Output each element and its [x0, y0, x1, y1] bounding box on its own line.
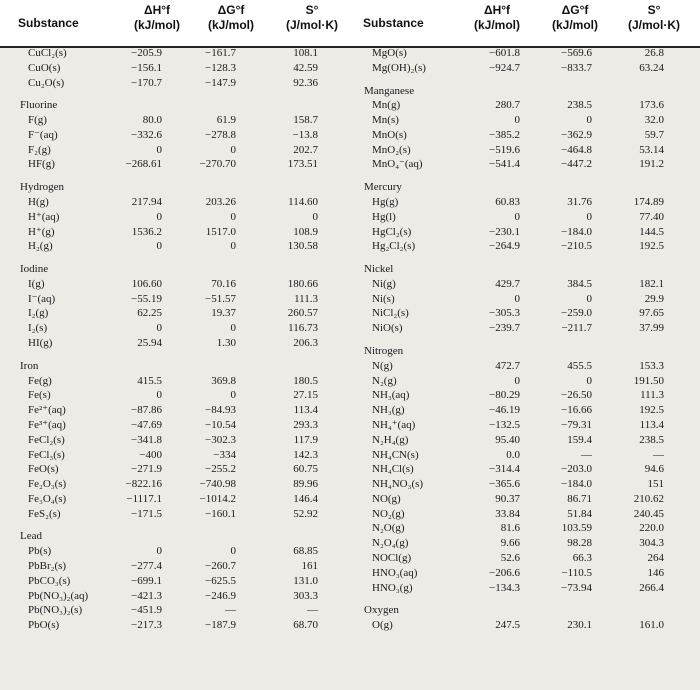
enthalpy-value: 60.83: [495, 196, 520, 209]
gibbs-value: 86.71: [567, 492, 592, 505]
group-heading: Mercury: [364, 181, 402, 194]
substance-name: O(g): [372, 619, 393, 632]
entropy-value: 63.24: [639, 61, 664, 74]
entropy-value: 146.4: [293, 492, 318, 505]
entropy-value: 97.65: [639, 307, 664, 320]
substance-name: PbCO₃(s): [28, 574, 71, 587]
substance-name: NiO(s): [372, 322, 403, 335]
gibbs-value: 103.59: [561, 522, 592, 535]
gibbs-value: 0: [230, 210, 236, 223]
substance-name: Hg₂Cl₂(s): [372, 240, 416, 253]
enthalpy-value: 0: [514, 292, 520, 305]
substance-name: Hg(l): [372, 210, 396, 223]
enthalpy-value: −46.19: [489, 404, 520, 417]
gibbs-value: −79.31: [561, 418, 592, 431]
substance-name: Pb(NO₃)₂(aq): [28, 589, 89, 602]
enthalpy-value: 62.25: [137, 307, 162, 320]
gibbs-value: −833.7: [561, 61, 592, 74]
substance-name: MnO₂(s): [372, 143, 411, 156]
enthalpy-value: 95.40: [495, 433, 520, 446]
substance-name: N(g): [372, 359, 393, 372]
substance-name: Fe(g): [28, 374, 52, 387]
substance-name: F(g): [28, 114, 47, 127]
gibbs-value: −362.9: [561, 128, 592, 141]
gibbs-value: 369.8: [211, 374, 236, 387]
entropy-value: −13.8: [292, 128, 318, 141]
enthalpy-value: 52.6: [500, 551, 520, 564]
enthalpy-value: −365.6: [489, 478, 520, 491]
gibbs-value: 230.1: [567, 619, 592, 632]
gibbs-value: −161.7: [205, 47, 236, 59]
entropy-value: 114.60: [288, 196, 318, 209]
entropy-value: 202.7: [293, 143, 318, 156]
entropy-value: 266.4: [639, 581, 664, 594]
substance-name: NiCl₂(s): [372, 307, 409, 320]
group-heading: Hydrogen: [20, 181, 64, 194]
substance-name: NH₄Cl(s): [372, 463, 414, 476]
entropy-value: 113.4: [639, 418, 664, 431]
substance-name: Mg(OH)₂(s): [372, 61, 426, 74]
enthalpy-value: 0: [156, 240, 162, 253]
enthalpy-value: 25.94: [137, 337, 162, 350]
substance-name: I₂(s): [28, 322, 48, 335]
substance-name: Fe²⁺(aq): [28, 404, 66, 417]
substance-name: HI(g): [28, 337, 53, 350]
entropy-value: 146: [647, 566, 664, 579]
gibbs-value: −447.2: [561, 158, 592, 171]
substance-name: NH₄⁺(aq): [372, 418, 416, 431]
entropy-value: 153.3: [639, 359, 664, 372]
enthalpy-value: −305.3: [489, 307, 520, 320]
enthalpy-value: −1117.1: [126, 492, 162, 505]
gibbs-value: 159.4: [567, 433, 592, 446]
header-substance-right: Substance: [363, 16, 424, 30]
gibbs-value: −334: [213, 448, 236, 461]
entropy-value: 142.3: [293, 448, 318, 461]
entropy-value: 53.14: [639, 143, 664, 156]
substance-name: N₂O(g): [372, 522, 405, 535]
substance-name: NH₃(g): [372, 404, 405, 417]
substance-name: I(g): [28, 277, 45, 290]
substance-name: NH₄CN(s): [372, 448, 419, 461]
entropy-value: 144.5: [639, 225, 664, 238]
entropy-value: 161.0: [639, 619, 664, 632]
enthalpy-value: −332.6: [131, 128, 162, 141]
header-gibbs-right: ΔG°f (kJ/mol): [551, 3, 598, 32]
gibbs-value: 51.84: [567, 507, 592, 520]
header-entropy-left: S° (J/mol·K): [286, 3, 338, 32]
gibbs-value: −246.9: [205, 589, 236, 602]
enthalpy-value: 9.66: [500, 537, 520, 550]
entropy-value: 180.66: [287, 277, 318, 290]
entropy-value: 108.9: [293, 225, 318, 238]
gibbs-value: −16.66: [561, 404, 592, 417]
enthalpy-value: 0: [156, 143, 162, 156]
substance-name: Cu₂O(s): [28, 76, 65, 89]
enthalpy-value: 217.94: [131, 196, 162, 209]
group-heading: Oxygen: [364, 604, 399, 617]
substance-name: Mn(g): [372, 99, 401, 112]
entropy-value: 240.45: [633, 507, 664, 520]
entropy-value: 92.36: [293, 76, 318, 89]
entropy-value: 180.5: [293, 374, 318, 387]
entropy-value: 94.6: [644, 463, 664, 476]
entropy-value: 59.7: [644, 128, 664, 141]
substance-name: N₂(g): [372, 374, 397, 387]
gibbs-value: 384.5: [567, 277, 592, 290]
enthalpy-value: 415.5: [137, 374, 162, 387]
enthalpy-value: −264.9: [489, 240, 520, 253]
enthalpy-value: −268.61: [125, 158, 162, 171]
enthalpy-value: 33.84: [495, 507, 520, 520]
substance-name: F₂(g): [28, 143, 51, 156]
substance-name: FeCl₃(s): [28, 448, 65, 461]
substance-name: Ni(s): [372, 292, 395, 305]
enthalpy-value: −171.5: [131, 507, 162, 520]
substance-name: PbBr₂(s): [28, 559, 67, 572]
header-enthalpy-right: ΔH°f (kJ/mol): [473, 3, 520, 32]
gibbs-value: −26.50: [561, 389, 592, 402]
gibbs-value: −51.57: [205, 292, 236, 305]
substance-name: MnO₄⁻(aq): [372, 158, 423, 171]
gibbs-value: 1517.0: [205, 225, 236, 238]
gibbs-value: −270.70: [199, 158, 236, 171]
gibbs-value: 0: [230, 322, 236, 335]
enthalpy-value: −134.3: [489, 581, 520, 594]
enthalpy-value: 0: [514, 210, 520, 223]
gibbs-value: 70.16: [211, 277, 236, 290]
enthalpy-value: −601.8: [489, 47, 520, 59]
enthalpy-value: −132.5: [489, 418, 520, 431]
enthalpy-value: −55.19: [131, 292, 162, 305]
header-substance-left: Substance: [18, 16, 79, 30]
entropy-value: 293.3: [293, 418, 318, 431]
enthalpy-value: 0: [156, 545, 162, 558]
substance-name: NO₂(g): [372, 507, 405, 520]
entropy-value: 210.62: [633, 492, 664, 505]
substance-name: I⁻(aq): [28, 292, 56, 305]
entropy-value: 130.58: [287, 240, 318, 253]
enthalpy-value: −271.9: [131, 463, 162, 476]
gibbs-value: −211.7: [561, 322, 592, 335]
entropy-value: 173.51: [287, 158, 318, 171]
entropy-value: 304.3: [639, 537, 664, 550]
entropy-value: 52.92: [293, 507, 318, 520]
substance-name: I₂(g): [28, 307, 49, 320]
enthalpy-value: −217.3: [131, 619, 162, 632]
gibbs-value: −160.1: [205, 507, 236, 520]
enthalpy-value: −341.8: [131, 433, 162, 446]
enthalpy-value: −519.6: [489, 143, 520, 156]
gibbs-value: 0: [230, 240, 236, 253]
entropy-value: 60.75: [293, 463, 318, 476]
entropy-value: 111.3: [294, 292, 318, 305]
gibbs-value: −147.9: [205, 76, 236, 89]
gibbs-value: 0: [230, 143, 236, 156]
gibbs-value: 0: [586, 210, 592, 223]
substance-name: MgO(s): [372, 47, 407, 59]
enthalpy-value: 472.7: [495, 359, 520, 372]
entropy-value: 161: [301, 559, 318, 572]
enthalpy-value: 429.7: [495, 277, 520, 290]
substance-name: FeS₂(s): [28, 507, 61, 520]
group-heading: Lead: [20, 530, 42, 543]
gibbs-value: —: [581, 448, 592, 461]
entropy-value: 191.2: [639, 158, 664, 171]
substance-name: H⁺(aq): [28, 210, 60, 223]
gibbs-value: 0: [586, 374, 592, 387]
header-enthalpy-left: ΔH°f (kJ/mol): [133, 3, 180, 32]
gibbs-value: −259.0: [561, 307, 592, 320]
gibbs-value: 19.37: [211, 307, 236, 320]
substance-name: Mn(s): [372, 114, 399, 127]
gibbs-value: −260.7: [205, 559, 236, 572]
substance-name: MnO(s): [372, 128, 407, 141]
enthalpy-value: 0: [156, 322, 162, 335]
gibbs-value: −73.94: [561, 581, 592, 594]
substance-name: HNO₃(g): [372, 581, 413, 594]
table-header: [0, 0, 700, 48]
substance-name: NOCl(g): [372, 551, 412, 564]
entropy-value: 131.0: [293, 574, 318, 587]
gibbs-value: −625.5: [205, 574, 236, 587]
enthalpy-value: −924.7: [489, 61, 520, 74]
substance-name: Fe₃O₄(s): [28, 492, 67, 505]
entropy-value: 89.96: [293, 478, 318, 491]
entropy-value: 37.99: [639, 322, 664, 335]
entropy-value: 260.57: [287, 307, 318, 320]
substance-name: CuO(s): [28, 61, 61, 74]
enthalpy-value: −47.69: [131, 418, 162, 431]
enthalpy-value: 106.60: [131, 277, 162, 290]
group-heading: Nitrogen: [364, 345, 404, 358]
group-heading: Iodine: [20, 263, 49, 276]
entropy-value: 238.5: [639, 433, 664, 446]
enthalpy-value: −451.9: [131, 604, 162, 617]
substance-name: Hg(g): [372, 196, 399, 209]
gibbs-value: 455.5: [567, 359, 592, 372]
gibbs-value: −187.9: [205, 619, 236, 632]
entropy-value: 192.5: [639, 240, 664, 253]
enthalpy-value: −822.16: [125, 478, 162, 491]
entropy-value: 174.89: [633, 196, 664, 209]
enthalpy-value: 247.5: [495, 619, 520, 632]
substance-name: NH₄NO₃(s): [372, 478, 424, 491]
entropy-value: 42.59: [293, 61, 318, 74]
substance-name: CuCl₂(s): [28, 47, 67, 59]
enthalpy-value: 0.0: [506, 448, 520, 461]
gibbs-value: −569.6: [561, 47, 592, 59]
entropy-value: 151: [647, 478, 664, 491]
entropy-value: 220.0: [639, 522, 664, 535]
gibbs-value: −184.0: [561, 478, 592, 491]
gibbs-value: −278.8: [205, 128, 236, 141]
entropy-value: 116.73: [288, 322, 318, 335]
gibbs-value: −110.5: [561, 566, 592, 579]
enthalpy-value: −699.1: [131, 574, 162, 587]
gibbs-value: 98.28: [567, 537, 592, 550]
enthalpy-value: −205.9: [131, 47, 162, 59]
enthalpy-value: −277.4: [131, 559, 162, 572]
entropy-value: 26.8: [644, 47, 664, 59]
enthalpy-value: −541.4: [489, 158, 520, 171]
gibbs-value: −210.5: [561, 240, 592, 253]
entropy-value: 264: [647, 551, 664, 564]
substance-name: Fe₂O₃(s): [28, 478, 67, 491]
entropy-value: 113.4: [293, 404, 318, 417]
gibbs-value: 66.3: [572, 551, 592, 564]
enthalpy-value: −156.1: [131, 61, 162, 74]
gibbs-value: 1.30: [216, 337, 236, 350]
gibbs-value: 0: [586, 292, 592, 305]
entropy-value: 191.50: [633, 374, 664, 387]
substance-name: H(g): [28, 196, 49, 209]
gibbs-value: −84.93: [205, 404, 236, 417]
entropy-value: —: [653, 448, 664, 461]
enthalpy-value: −206.6: [489, 566, 520, 579]
entropy-value: 182.1: [639, 277, 664, 290]
entropy-value: 27.15: [293, 389, 318, 402]
entropy-value: 192.5: [639, 404, 664, 417]
enthalpy-value: −239.7: [489, 322, 520, 335]
substance-name: FeO(s): [28, 463, 59, 476]
gibbs-value: −203.0: [561, 463, 592, 476]
gibbs-value: —: [225, 604, 236, 617]
substance-name: N₂O₄(g): [372, 537, 409, 550]
entropy-value: —: [307, 604, 318, 617]
gibbs-value: −464.8: [561, 143, 592, 156]
entropy-value: 303.3: [293, 589, 318, 602]
gibbs-value: 31.76: [567, 196, 592, 209]
substance-name: HgCl₂(s): [372, 225, 412, 238]
entropy-value: 68.70: [293, 619, 318, 632]
gibbs-value: 0: [230, 545, 236, 558]
entropy-value: 111.3: [640, 389, 664, 402]
enthalpy-value: 0: [156, 210, 162, 223]
gibbs-value: −10.54: [205, 418, 236, 431]
entropy-value: 32.0: [644, 114, 664, 127]
substance-name: HF(g): [28, 158, 55, 171]
substance-name: NH₃(aq): [372, 389, 410, 402]
header-entropy-right: S° (J/mol·K): [628, 3, 680, 32]
gibbs-value: 238.5: [567, 99, 592, 112]
group-heading: Nickel: [364, 263, 394, 276]
entropy-value: 173.6: [639, 99, 664, 112]
gibbs-value: −184.0: [561, 225, 592, 238]
enthalpy-value: 0: [514, 374, 520, 387]
enthalpy-value: −80.29: [489, 389, 520, 402]
substance-name: Fe(s): [28, 389, 51, 402]
substance-name: Pb(NO₃)₂(s): [28, 604, 83, 617]
entropy-value: 77.40: [639, 210, 664, 223]
gibbs-value: −740.98: [199, 478, 236, 491]
substance-name: NO(g): [372, 492, 401, 505]
enthalpy-value: 90.37: [495, 492, 520, 505]
substance-name: F⁻(aq): [28, 128, 58, 141]
enthalpy-value: 80.0: [142, 114, 162, 127]
gibbs-value: −128.3: [205, 61, 236, 74]
gibbs-value: 203.26: [205, 196, 236, 209]
gibbs-value: −255.2: [205, 463, 236, 476]
enthalpy-value: −400: [139, 448, 162, 461]
enthalpy-value: 0: [156, 389, 162, 402]
enthalpy-value: −421.3: [131, 589, 162, 602]
substance-name: FeCl₂(s): [28, 433, 65, 446]
substance-name: N₂H₄(g): [372, 433, 409, 446]
entropy-value: 29.9: [644, 292, 664, 305]
group-heading: Fluorine: [20, 99, 58, 112]
gibbs-value: −302.3: [205, 433, 236, 446]
substance-name: H₂(g): [28, 240, 53, 253]
substance-name: H⁺(g): [28, 225, 55, 238]
entropy-value: 108.1: [293, 47, 318, 59]
header-gibbs-left: ΔG°f (kJ/mol): [207, 3, 254, 32]
substance-name: Pb(s): [28, 545, 52, 558]
enthalpy-value: −230.1: [489, 225, 520, 238]
enthalpy-value: −170.7: [131, 76, 162, 89]
enthalpy-value: 0: [514, 114, 520, 127]
enthalpy-value: −314.4: [489, 463, 520, 476]
entropy-value: 117.9: [293, 433, 318, 446]
entropy-value: 0: [312, 210, 318, 223]
enthalpy-value: 81.6: [500, 522, 520, 535]
gibbs-value: 0: [586, 114, 592, 127]
substance-name: PbO(s): [28, 619, 60, 632]
substance-name: Fe³⁺(aq): [28, 418, 66, 431]
enthalpy-value: −385.2: [489, 128, 520, 141]
substance-name: HNO₃(aq): [372, 566, 418, 579]
gibbs-value: 0: [230, 389, 236, 402]
entropy-value: 158.7: [293, 114, 318, 127]
enthalpy-value: −87.86: [131, 404, 162, 417]
enthalpy-value: 1536.2: [131, 225, 162, 238]
entropy-value: 68.85: [293, 545, 318, 558]
gibbs-value: 61.9: [216, 114, 236, 127]
gibbs-value: −1014.2: [199, 492, 236, 505]
group-heading: Manganese: [364, 84, 415, 97]
entropy-value: 206.3: [293, 337, 318, 350]
group-heading: Iron: [20, 359, 39, 372]
enthalpy-value: 280.7: [495, 99, 520, 112]
substance-name: Ni(g): [372, 277, 396, 290]
